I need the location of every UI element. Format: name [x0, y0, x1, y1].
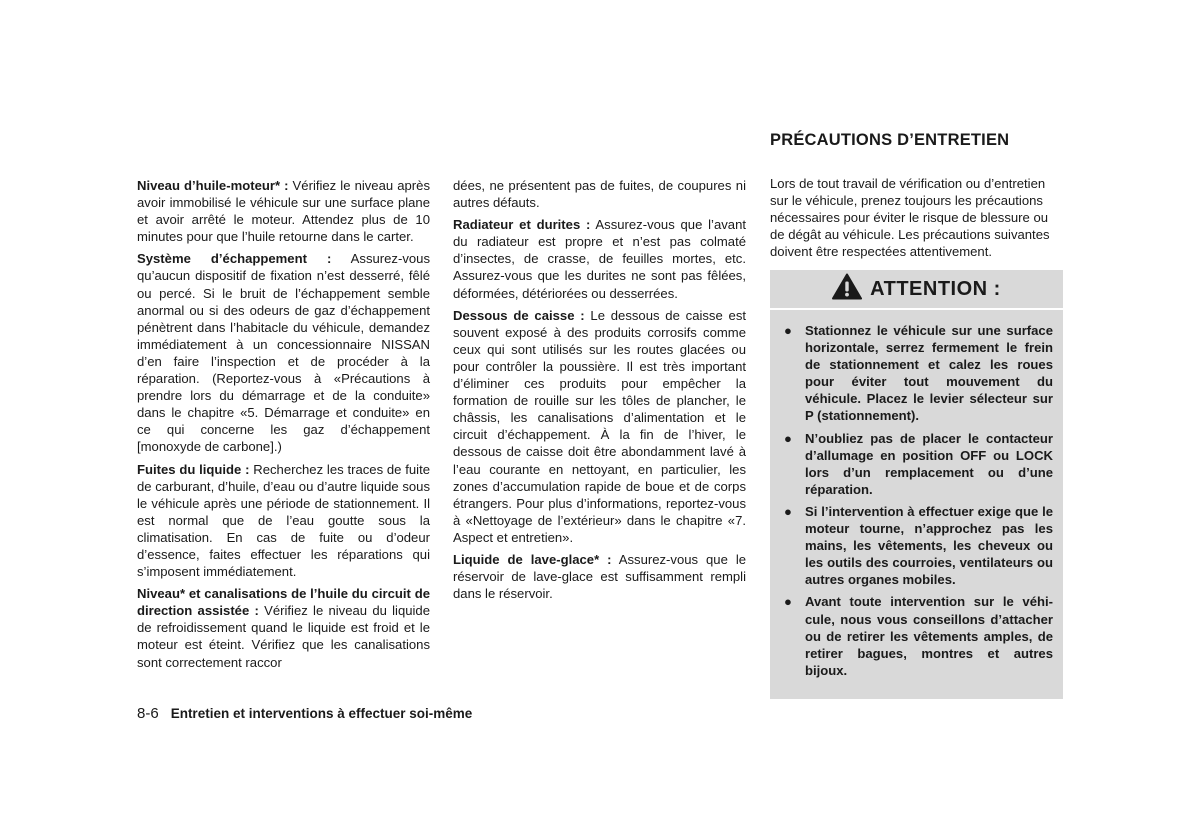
paragraph-text: Assurez-vous qu’aucun dispositif de fixation n’est desserré, fêlé ou percé. Si le bruit de l’échappement semble anormal ou si des odeurs de gaz d’échappement pénètrent dans l’habitacle du véhicule, demandez immédiatement à un concessionnaire NISSAN d’en faire l’inspection et de procéder à la réparation. (Reportez-vous à «Précautions à prendre lors du démarrage et de la conduite» dans le chapitre «5. Démarrage et conduite» en ce qui concerne les gaz d’échappement [monoxyde de carbone].)	[137, 251, 430, 455]
paragraph-heading: Fuites du liquide :	[137, 461, 250, 477]
section-title: PRÉCAUTIONS D’ENTRETIEN	[770, 131, 1010, 149]
paragraph-heading: Liquide de lave-glace* :	[453, 551, 612, 567]
list-item	[784, 503, 1053, 588]
paragraph-continuation	[453, 177, 746, 211]
paragraph-heading: Système d’échappement :	[137, 251, 332, 267]
right-column	[770, 175, 1063, 265]
list-item-text: N’oubliez pas de placer le contacteur d’allumage en position OFF ou LOCK lors d’un remplacement ou d’une réparation.	[805, 430, 1053, 497]
paragraph-underbody	[453, 307, 746, 546]
paragraph-text: Vérifiez le niveau du liquide de refroidissement quand le liquide est froid et le moteur est éteint. Vérifiez que les canalisations sont correctement raccor	[137, 603, 430, 670]
middle-column	[453, 177, 746, 607]
paragraph-text: Le dessous de caisse est souvent exposé à des produits corrosifs comme ceux qui sont utilisés sur les routes glacées ou pour contrôler la poussière. Il est très important d’éliminer ces produits pour empêcher la formation de rouille sur les tôles de plancher, le châssis, les canalisations d’alimentation et le circuit d’échappement. À la fin de l’hiver, le dessous de caisse doit être abondamment lavé à l’eau courante en nettoyant, en particulier, les zones d’accumulation rapide de boue et de corps étrangers. Pour plus d’informations, reportez-vous à «Nettoyage de l’extérieur» dans le chapitre «7. Aspect et entretien».	[453, 307, 747, 545]
bullet-icon: ●	[784, 503, 792, 519]
page-footer	[137, 705, 472, 722]
paragraph-heading: Niveau d’huile-moteur* :	[137, 178, 289, 193]
chapter-title: Entretien et interventions à effectuer soi-même	[170, 706, 473, 721]
paragraph-fluid-leaks	[137, 461, 430, 581]
left-column	[137, 177, 430, 676]
bullet-icon: ●	[784, 594, 792, 610]
paragraph-washer-fluid	[453, 551, 746, 602]
attention-header	[770, 270, 1063, 310]
list-item-text: Si l’intervention à effectuer exige que le moteur tourne, n’approchez pas les mains, les vêtements, les cheveux ou les outils des courroies, ventilateurs ou autres organes mobiles.	[805, 503, 1053, 588]
list-item-text: Avant toute intervention sur le véhicule, nous vous conseillons d’attacher ou de retirer les vêtements amples, de retirer bagues, montres et autres bijoux.	[805, 594, 1053, 678]
paragraph-heading: Niveau* et canalisations de l’huile du circuit de direction assistée :	[137, 586, 430, 619]
paragraph-heading: Dessous de caisse :	[453, 307, 585, 323]
attention-box	[770, 270, 1063, 699]
paragraph-text: Vérifiez le niveau après avoir immobilisé le véhicule sur une surface plane et avoir arrêté le moteur. Attendez plus de 10 minutes pour que l’huile retourne dans le carter.	[137, 178, 430, 245]
warning-triangle-icon	[832, 273, 862, 305]
paragraph-text: dées, ne présentent pas de fuites, de coupures ni autres défauts.	[453, 178, 746, 211]
paragraph-text: Assurez-vous que le réservoir de lave-glace est suffisamment rempli dans le réservoir.	[453, 551, 747, 602]
paragraph-text: Recherchez les traces de fuite de carburant, d’huile, d’eau ou d’autre liquide sous le véhicule après une période de stationnement. Il est normal que de l’eau goutte sous la climatisation. En cas de fuite ou d’odeur d’essence, faites effectuer les réparations qui s’imposent immédiatement.	[137, 461, 431, 580]
attention-title: ATTENTION :	[870, 277, 1001, 300]
paragraph-exhaust-system	[137, 250, 430, 455]
list-item	[784, 593, 1053, 678]
bullet-icon: ●	[784, 430, 792, 446]
page-number: 8-6	[137, 705, 159, 722]
paragraph-radiator	[453, 216, 746, 301]
intro-paragraph: Lors de tout travail de vérification ou d’entretien sur le véhicule, prenez toujours les précautions nécessaires pour éviter le risque de blessure ou de dégât au véhicule. Les précautions suivantes doivent être respectées attentivement.	[770, 176, 1050, 260]
list-item-text: Stationnez le véhicule sur une surface horizontale, serrez fermement le frein de stationnement et calez les roues pour éviter tout mouvement du véhicule. Placez le levier sélecteur sur P (stationnement).	[805, 323, 1053, 424]
bullet-icon: ●	[784, 323, 792, 338]
list-item	[784, 322, 1053, 425]
paragraph-text: Assurez-vous que l’avant du radiateur est propre et n’est pas colmaté d’insectes, de crasse, de feuilles mortes, etc. Assurez-vous que les durites ne sont pas fêlées, déformées, détériorées ou desserrées.	[453, 217, 746, 301]
paragraph-power-steering	[137, 585, 430, 670]
paragraph-engine-oil	[137, 177, 430, 245]
paragraph-heading: Radiateur et durites :	[453, 217, 591, 233]
list-item	[784, 430, 1053, 498]
attention-list	[770, 310, 1063, 679]
